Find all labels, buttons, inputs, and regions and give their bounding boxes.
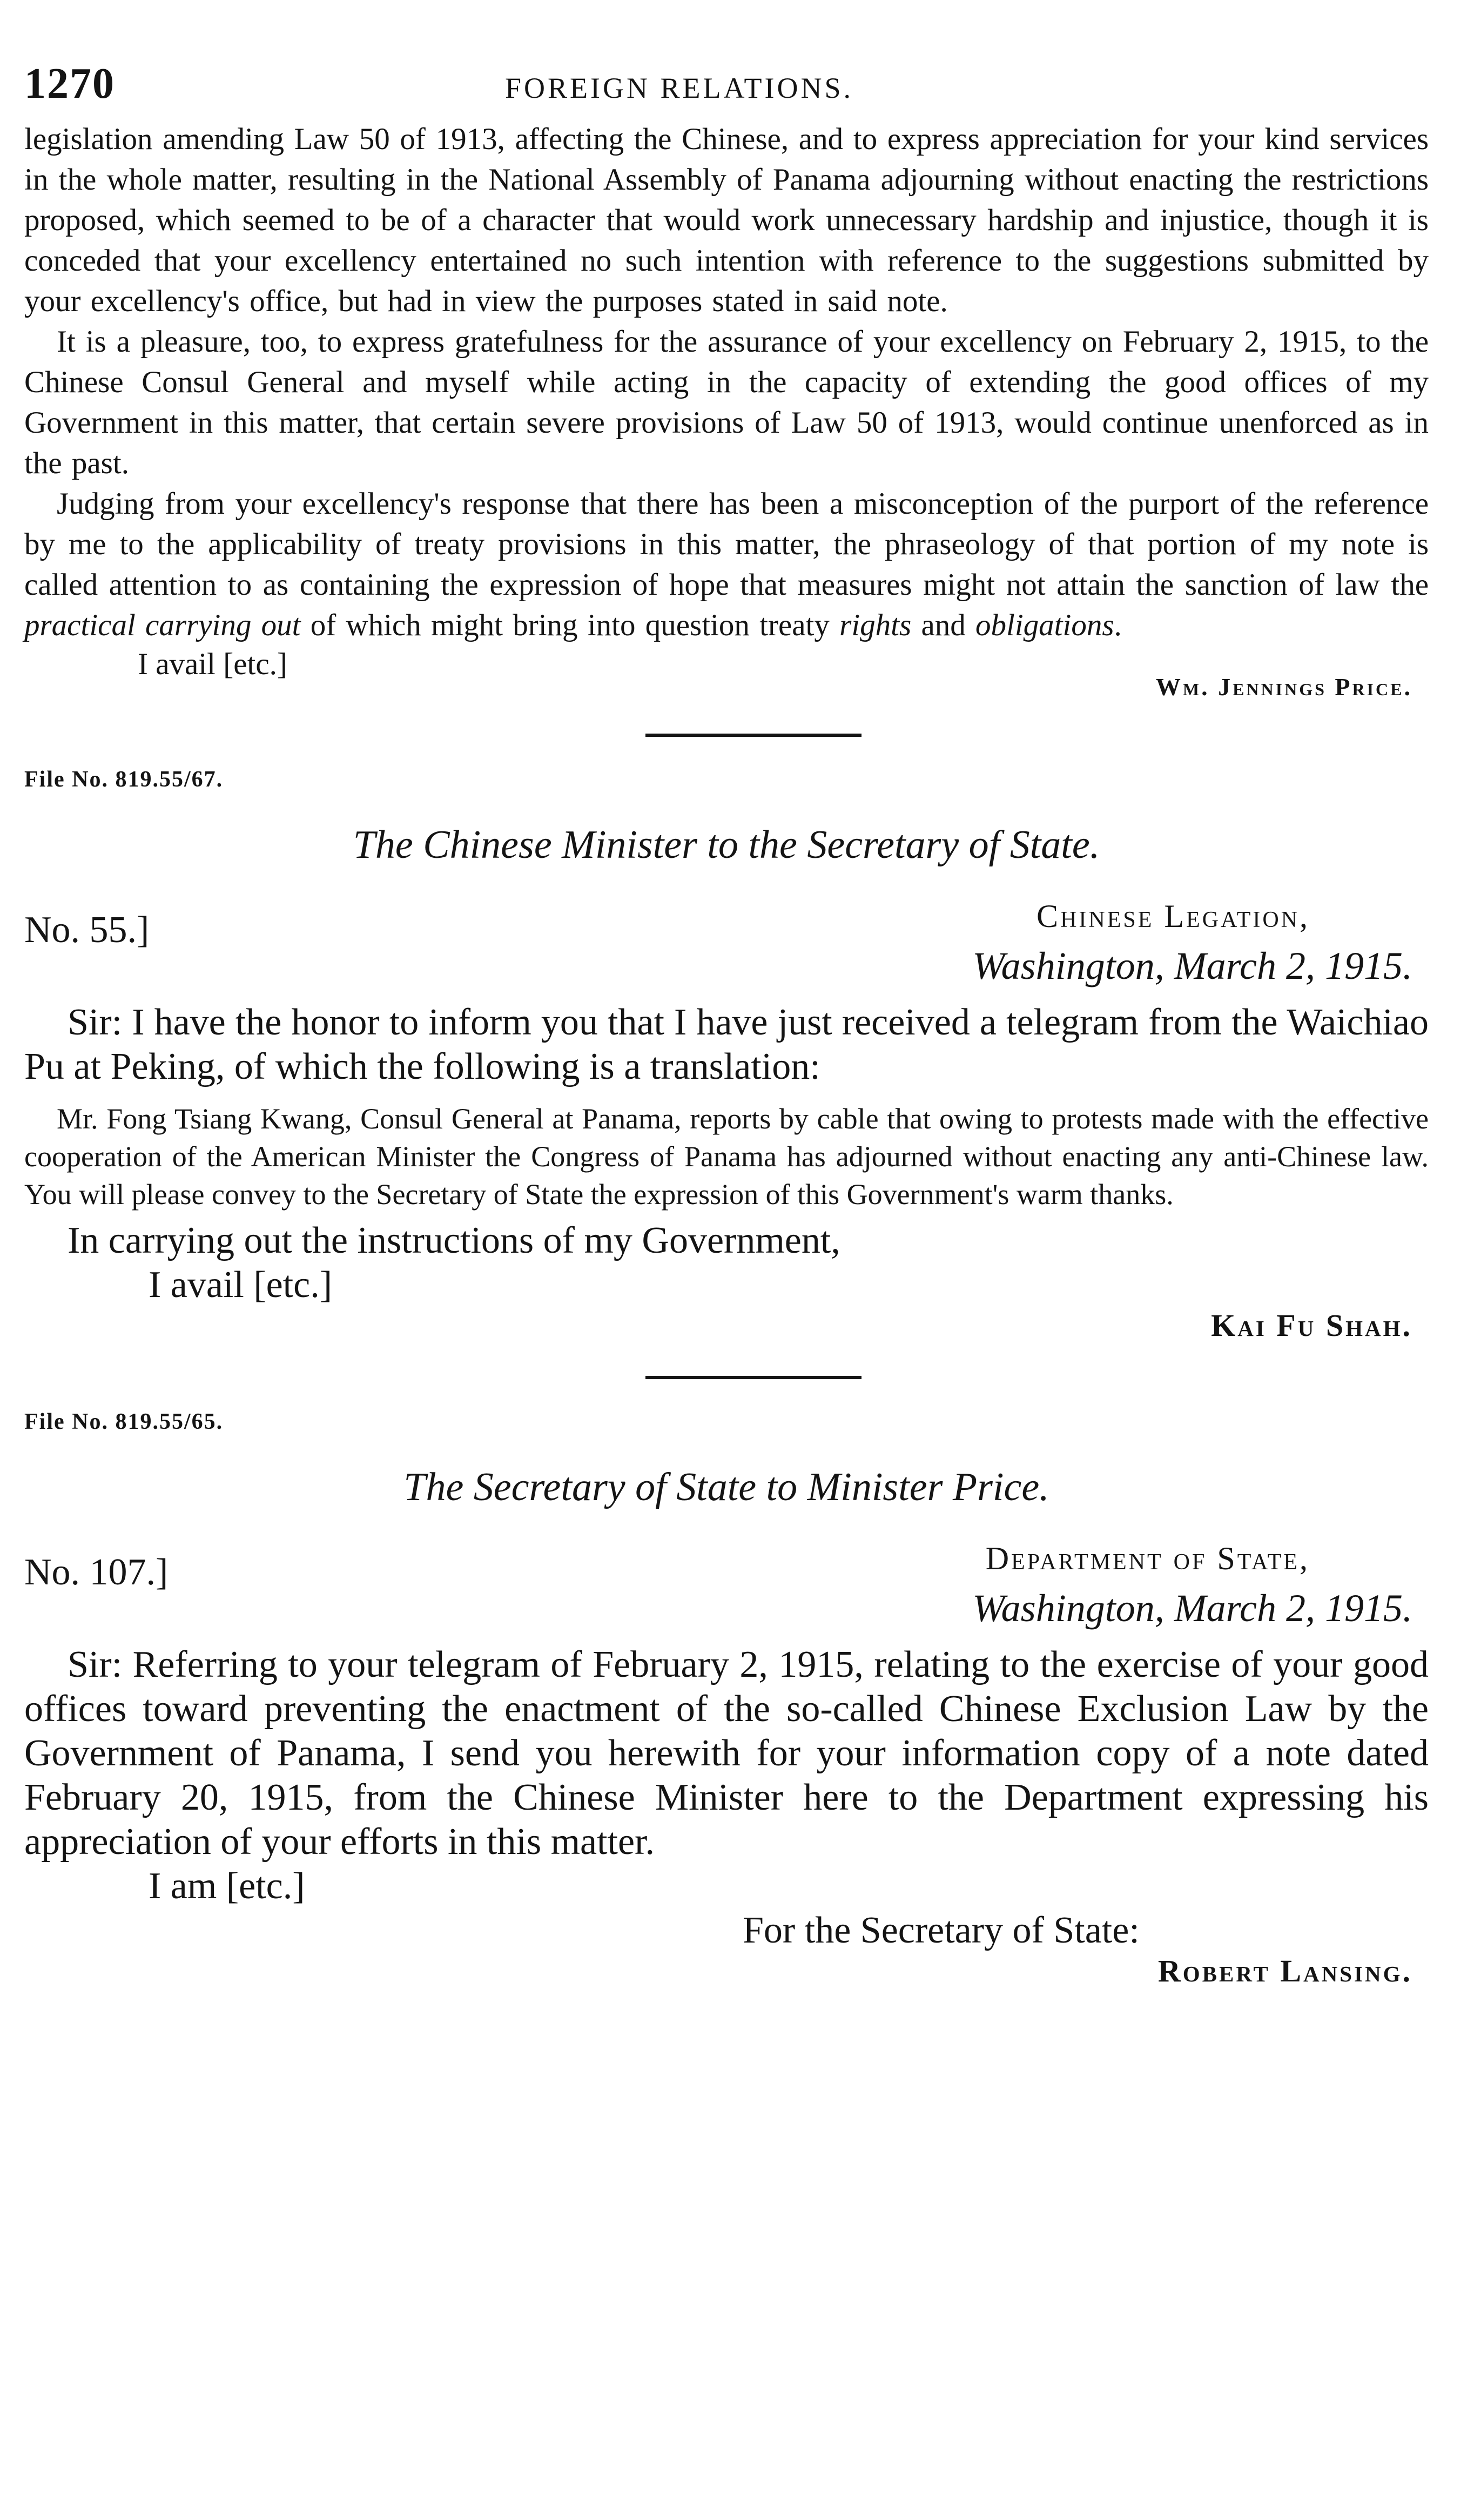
letter-heading: The Chinese Minister to the Secretary of State.: [353, 823, 1100, 867]
paragraph-text: Judging from your excellency's response that there has been a misconception of the purport of the reference by me to the applicability of treaty provisions in this matter, the phraseology of that portion of my note is called attention to as containing the expression of hope that measures might not attain the sanction of law the: [24, 487, 1429, 602]
emphasis-text: practical carrying out: [24, 608, 301, 642]
paragraph: legislation amending Law 50 of 1913, affecting the Chinese, and to express appreciation for your kind services in the whole matter, resulting in the National Assembly of Panama adjourning without enacting the restrictions proposed, which seemed to be of a character that would work unnecessary hardship and injustice, though it is conceded that your excellency entertained no such intention with reference to the suggestions submitted by your excellency's office, but had in view the purposes stated in said note.: [24, 122, 1429, 318]
paragraph: [24, 483, 1429, 646]
paragraph-text: of which might bring into question treaty: [300, 608, 840, 642]
letter-body: Sir: Referring to your telegram of February 2, 1915, relating to the exercise of your good offices toward preventing the enactment of the so-called Chinese Exclusion Law by the Government of Panama, I send you herewith for your information copy of a note dated February 20, 1915, from the Chinese Minister here to the Department expressing his appreciation of your efforts in this matter.: [24, 1644, 1429, 1863]
document-page: [24, 59, 1429, 1989]
letter-secretary-of-state: [24, 1409, 1429, 1989]
closing-line: In carrying out the instructions of my Government,: [68, 1220, 840, 1261]
paragraph-text: .: [1114, 608, 1122, 642]
signature: Wm. Jennings Price.: [1155, 673, 1412, 701]
closing: I am [etc.]: [149, 1865, 305, 1907]
telegram-quote: Mr. Fong Tsiang Kwang, Consul General at Panama, reports by cable that owing to protests made with the effective cooperation of the American Minister the Congress of Panama has adjourned without enacting any anti-Chinese law. You will please convey to the Secretary of State the expression of this Government's warm thanks.: [24, 1103, 1429, 1211]
section-divider: [645, 734, 861, 737]
letter-body: Sir: I have the honor to inform you that I have just received a telegram from the Waichiao Pu at Peking, of which the following is a translation:: [24, 1002, 1429, 1087]
letter-header: [24, 898, 1429, 1000]
dateline: Washington, March 2, 1915.: [972, 1587, 1412, 1630]
signature-line: For the Secretary of State:: [743, 1910, 1140, 1951]
closing: I avail [etc.]: [149, 1264, 333, 1306]
emphasis-text: rights: [839, 608, 912, 642]
file-number: File No. 819.55/65.: [24, 1409, 224, 1434]
sender-office: Department of State,: [985, 1541, 1310, 1576]
paragraph-text: and: [911, 608, 975, 642]
page-number: 1270: [24, 60, 115, 107]
signature: Kai Fu Shah.: [1211, 1308, 1412, 1343]
running-head: [24, 59, 1429, 119]
paragraph: It is a pleasure, too, to express gratefulness for the assurance of your excellency on February 2, 1915, to the Chinese Consul General and myself while acting in the capacity of extending the good offices of my Government in this matter, that certain severe provisions of Law 50 of 1913, would continue unenforced as in the past.: [24, 325, 1429, 480]
signature: Robert Lansing.: [1157, 1953, 1412, 1988]
running-title: FOREIGN RELATIONS.: [505, 72, 854, 104]
emphasis-text: obligations: [975, 608, 1114, 642]
letter-chinese-minister: [24, 767, 1429, 1343]
sender-office: Chinese Legation,: [1036, 898, 1310, 934]
document-number: No. 107.]: [24, 1551, 169, 1593]
closing: I avail [etc.]: [138, 647, 287, 681]
file-number: File No. 819.55/67.: [24, 767, 224, 792]
letter-heading: The Secretary of State to Minister Price.: [403, 1465, 1049, 1509]
letter-continuation: [24, 119, 1429, 701]
letter-header: [24, 1540, 1429, 1643]
dateline: Washington, March 2, 1915.: [972, 944, 1412, 987]
section-divider: [645, 1376, 861, 1379]
document-number: No. 55.]: [24, 909, 150, 951]
